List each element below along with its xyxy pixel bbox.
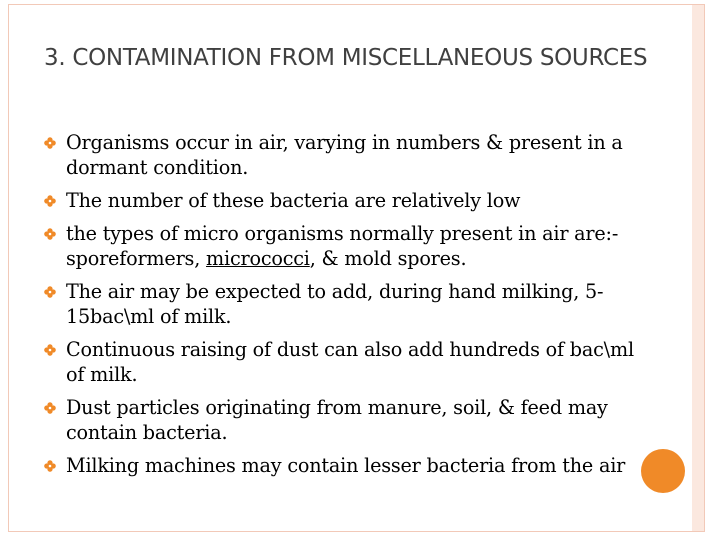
bullet-item (44, 337, 634, 387)
frame-left-border (8, 4, 9, 532)
bullet-text-before: the types of micro organisms normally present in air are:- sporeformers, (66, 222, 619, 270)
bullet-text: Organisms occur in air, varying in numbers & present in a dormant condition. (66, 131, 623, 179)
flower-bullet-icon (44, 344, 56, 356)
slide-title: 3. CONTAMINATION FROM MISCELLANEOUS SOURCES (44, 45, 648, 71)
bullet-item (44, 395, 634, 445)
frame-top-border (8, 4, 705, 5)
frame-bottom-border (8, 531, 705, 532)
flower-bullet-icon (44, 195, 56, 207)
flower-bullet-icon (44, 286, 56, 298)
frame-right-border (704, 4, 705, 532)
bullet-item (44, 221, 634, 271)
bullet-text: Dust particles originating from manure, soil, & feed may contain bacteria. (66, 396, 608, 444)
flower-bullet-icon (44, 228, 56, 240)
bullet-item (44, 188, 634, 213)
frame-strip (692, 4, 704, 532)
bullet-text: The number of these bacteria are relatively low (66, 189, 521, 212)
flower-bullet-icon (44, 402, 56, 414)
bullet-list (44, 130, 634, 486)
bullet-text: Milking machines may contain lesser bacteria from the air (66, 454, 626, 477)
bullet-text: Continuous raising of dust can also add hundreds of bac\ml of milk. (66, 338, 634, 386)
bullet-item (44, 279, 634, 329)
bullet-text-underlined: micrococci (206, 247, 310, 270)
flower-bullet-icon (44, 460, 56, 472)
bullet-text-after: , & mold spores. (309, 247, 467, 270)
orange-circle-icon (641, 449, 685, 493)
bullet-item (44, 130, 634, 180)
bullet-text: The air may be expected to add, during hand milking, 5-15bac\ml of milk. (66, 280, 604, 328)
flower-bullet-icon (44, 137, 56, 149)
bullet-item (44, 453, 634, 478)
